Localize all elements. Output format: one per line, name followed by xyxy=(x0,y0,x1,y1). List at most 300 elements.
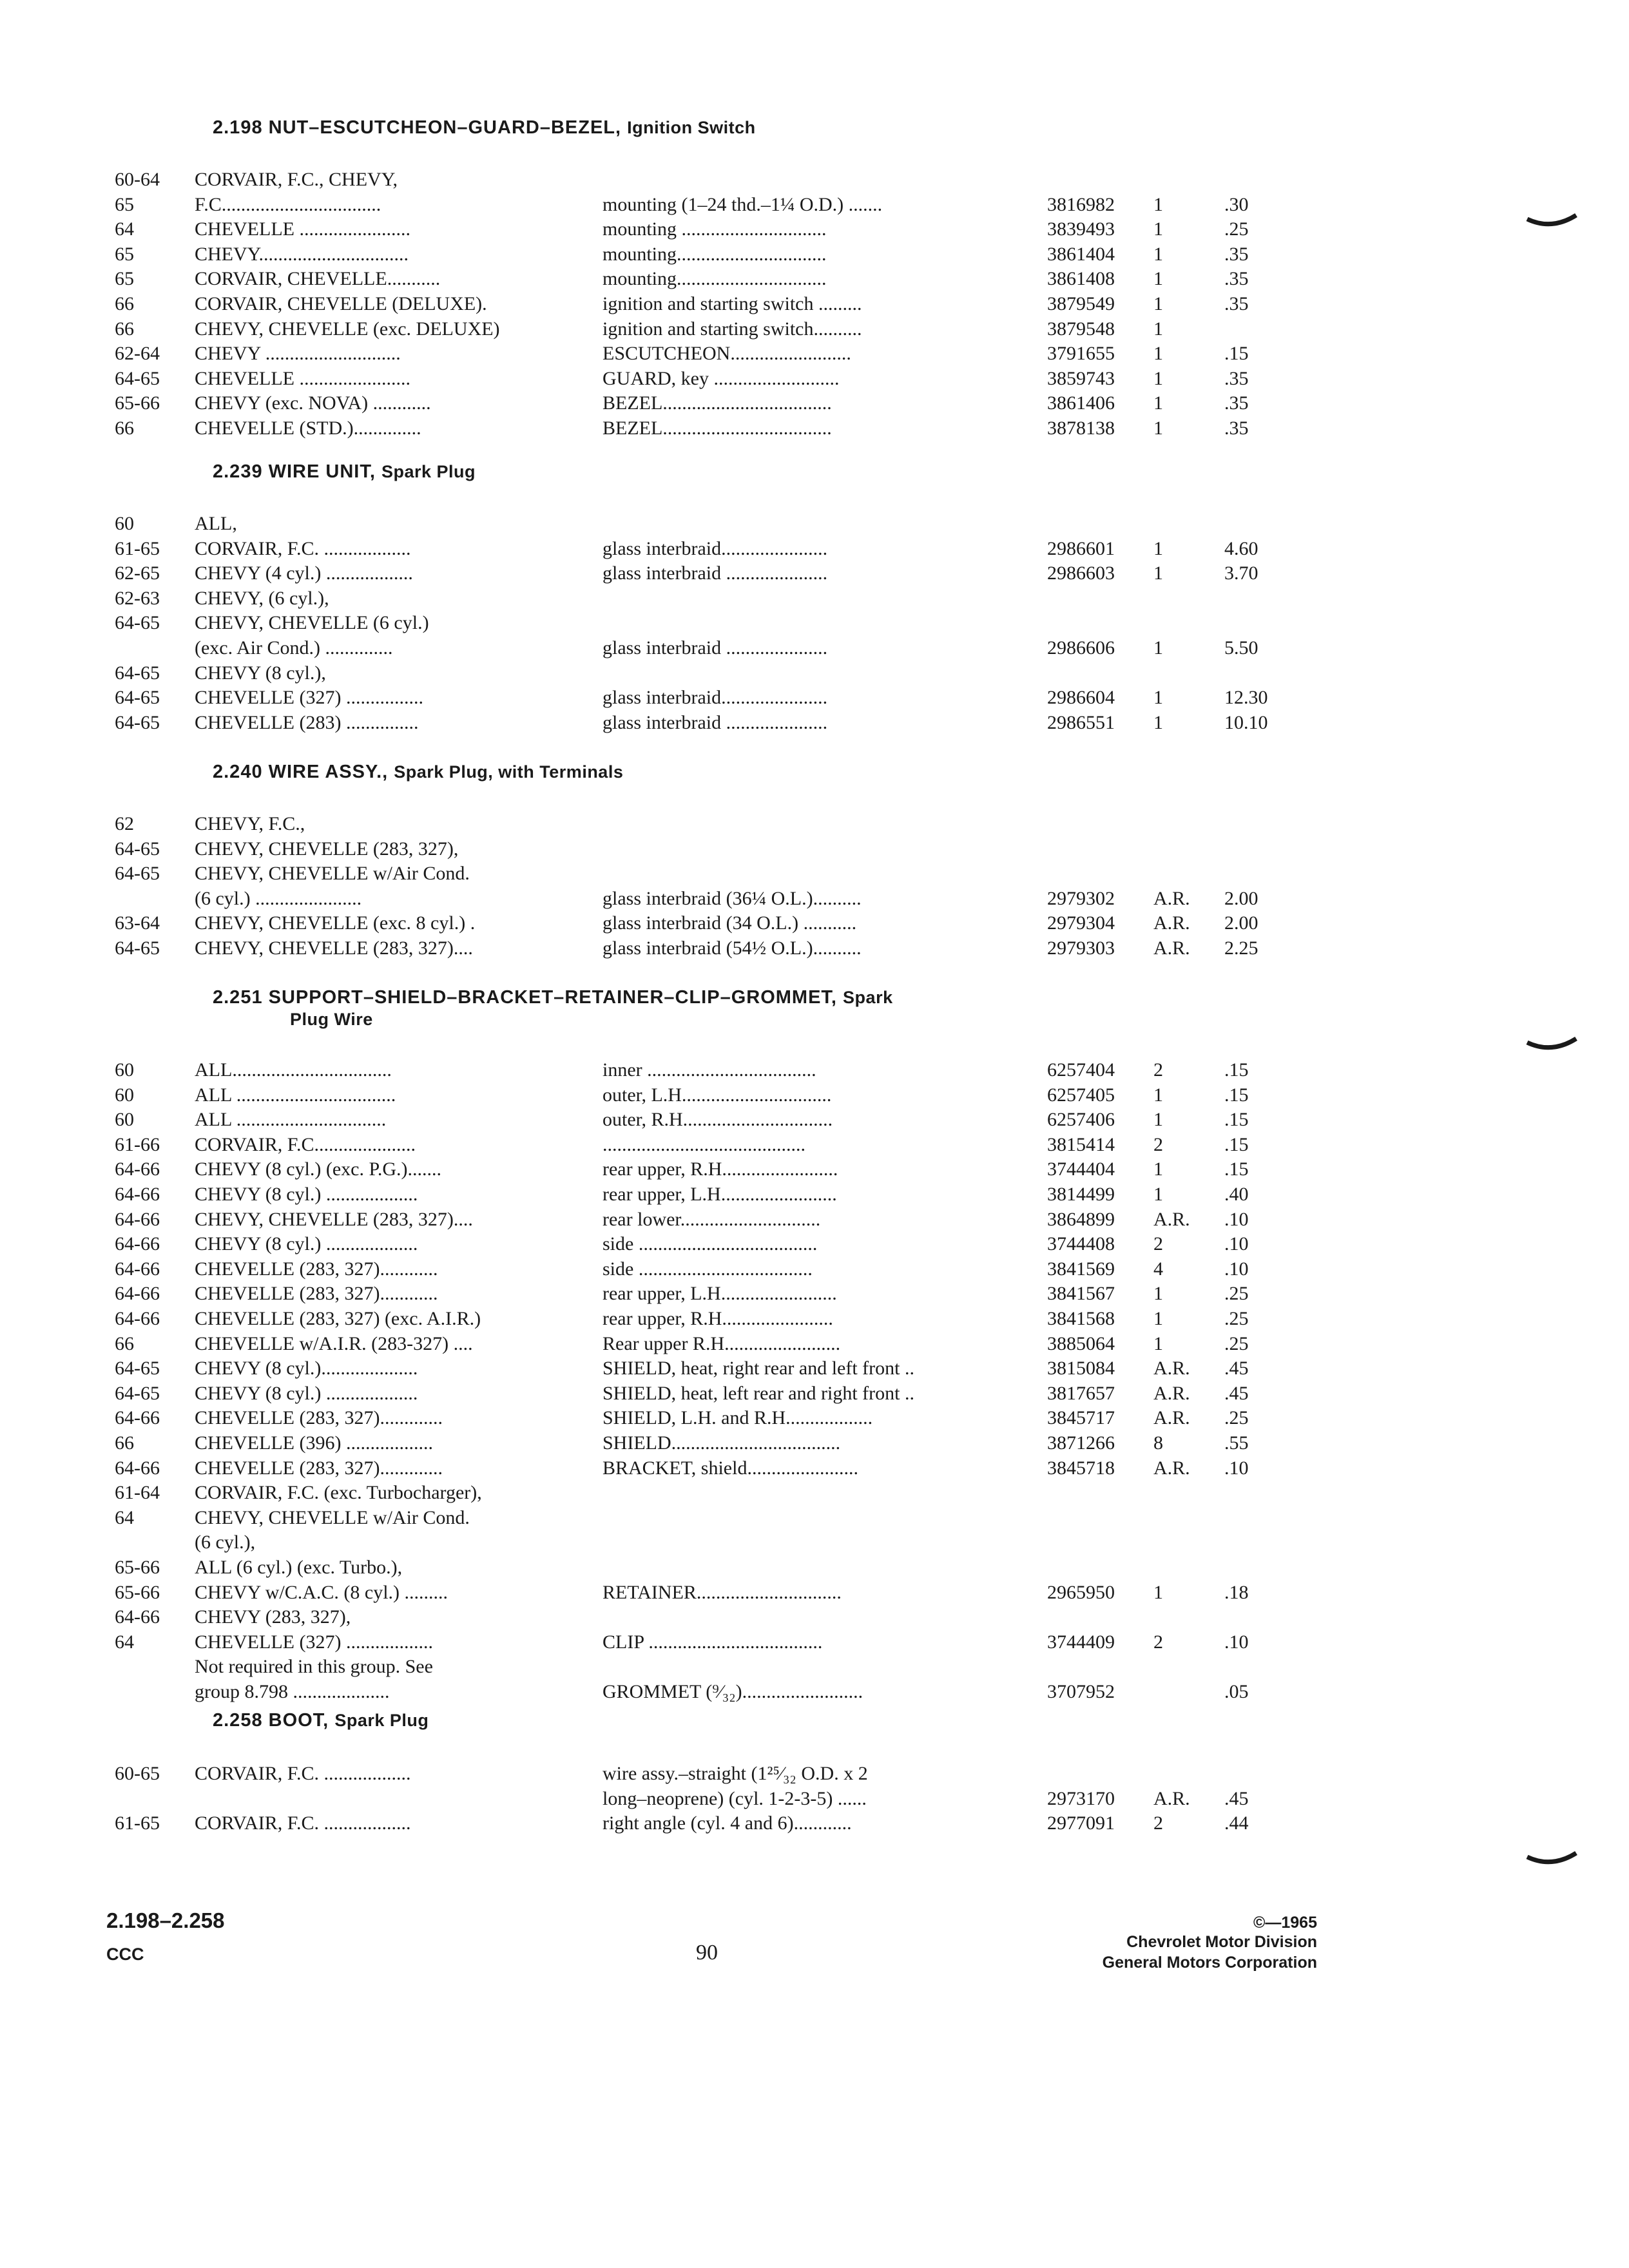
table-row xyxy=(0,1134,1629,1158)
description-cell: rear upper, L.H........................ xyxy=(602,1184,837,1205)
table-row xyxy=(0,1358,1629,1382)
description-cell: ignition and starting switch ......... xyxy=(602,293,862,314)
model-cell: CORVAIR, CHEVELLE (DELUXE). xyxy=(195,293,487,314)
table-row xyxy=(0,418,1629,442)
part-number-cell: 3744408 xyxy=(1047,1233,1115,1255)
section-subtitle: Spark xyxy=(843,988,893,1007)
table-row xyxy=(0,293,1629,318)
year-cell: 64-65 xyxy=(115,838,160,860)
model-cell: CORVAIR, F.C. .................. xyxy=(195,537,411,559)
model-cell: (6 cyl.), xyxy=(195,1532,256,1553)
description-cell: ignition and starting switch.......... xyxy=(602,318,862,340)
year-cell: 65 xyxy=(115,268,134,290)
table-row xyxy=(0,662,1629,687)
table-row xyxy=(0,1582,1629,1606)
year-cell: 64-66 xyxy=(115,1158,160,1180)
quantity-cell: 2 xyxy=(1153,1059,1163,1081)
price-cell: .45 xyxy=(1224,1787,1249,1809)
year-cell: 65-66 xyxy=(115,392,160,414)
description-cell: .......................................... xyxy=(602,1133,805,1155)
year-cell: 64-65 xyxy=(115,367,160,389)
table-row xyxy=(0,343,1629,367)
model-cell: CHEVELLE (283, 327)............ xyxy=(195,1283,438,1305)
model-cell: CHEVY (8 cyl.) ................... xyxy=(195,1233,418,1255)
price-cell: 4.60 xyxy=(1224,537,1258,559)
year-cell: 65 xyxy=(115,243,134,265)
year-cell: 61-64 xyxy=(115,1482,160,1504)
description-cell: mounting............................... xyxy=(602,243,827,265)
model-cell: CHEVY (8 cyl.), xyxy=(195,662,326,684)
description-cell: BRACKET, shield....................... xyxy=(602,1457,858,1479)
section-title: 2.239 WIRE UNIT, xyxy=(213,461,376,482)
year-cell: 64-66 xyxy=(115,1258,160,1280)
model-cell: CHEVELLE (396) .................. xyxy=(195,1432,433,1454)
year-cell: 61-65 xyxy=(115,1812,160,1834)
table-row xyxy=(0,1407,1629,1432)
quantity-cell: 2 xyxy=(1153,1233,1163,1255)
model-cell: ALL ............................... xyxy=(195,1109,387,1131)
section-title: 2.198 NUT–ESCUTCHEON–GUARD–BEZEL, xyxy=(213,117,622,138)
part-number-cell: 3841568 xyxy=(1047,1308,1115,1329)
model-cell: CHEVY, CHEVELLE (283, 327).... xyxy=(195,937,473,959)
price-cell: .25 xyxy=(1224,1308,1249,1329)
model-cell: CORVAIR, F.C..................... xyxy=(195,1133,416,1155)
price-cell: 3.70 xyxy=(1224,562,1258,584)
table-row xyxy=(0,368,1629,392)
part-number-cell: 6257405 xyxy=(1047,1084,1115,1106)
page-number: 90 xyxy=(696,1941,718,1965)
part-number-cell: 3885064 xyxy=(1047,1332,1115,1354)
description-cell: mounting............................... xyxy=(602,268,827,290)
table-row xyxy=(0,244,1629,268)
price-cell: .10 xyxy=(1224,1258,1249,1280)
model-cell: CHEVY (8 cyl.) ................... xyxy=(195,1184,418,1205)
model-cell: CHEVY, F.C., xyxy=(195,813,305,834)
model-cell: CHEVELLE (283) ............... xyxy=(195,711,419,733)
table-row xyxy=(0,1681,1629,1706)
description-cell: glass interbraid...................... xyxy=(602,687,828,709)
quantity-cell: 1 xyxy=(1153,218,1163,240)
quantity-cell: 1 xyxy=(1153,711,1163,733)
part-number-cell: 3878138 xyxy=(1047,418,1115,439)
part-number-cell: 3815414 xyxy=(1047,1133,1115,1155)
quantity-cell: A.R. xyxy=(1153,1382,1190,1404)
part-number-cell: 3861408 xyxy=(1047,268,1115,290)
price-cell: 2.00 xyxy=(1224,887,1258,909)
description-cell: SHIELD, heat, left rear and right front .. xyxy=(602,1382,914,1404)
price-cell: .10 xyxy=(1224,1208,1249,1230)
model-cell: CHEVELLE (STD.).............. xyxy=(195,418,421,439)
section-subtitle: Spark Plug xyxy=(334,1711,429,1730)
price-cell: .44 xyxy=(1224,1812,1249,1834)
quantity-cell: 4 xyxy=(1153,1258,1163,1280)
part-number-cell: 3841569 xyxy=(1047,1258,1115,1280)
price-cell: .15 xyxy=(1224,343,1249,365)
section-subtitle: Ignition Switch xyxy=(627,118,756,137)
table-row xyxy=(0,612,1629,637)
table-row xyxy=(0,1432,1629,1457)
table-row xyxy=(0,838,1629,863)
table-row xyxy=(0,1258,1629,1283)
part-number-cell: 2979302 xyxy=(1047,887,1115,909)
model-cell: CHEVY, CHEVELLE (6 cyl.) xyxy=(195,612,429,634)
section-title: 2.240 WIRE ASSY., xyxy=(213,762,389,782)
year-cell: 61-65 xyxy=(115,537,160,559)
part-number-cell: 3879549 xyxy=(1047,293,1115,314)
footer-corporation: General Motors Corporation xyxy=(1102,1954,1317,1972)
quantity-cell: 1 xyxy=(1153,1109,1163,1131)
price-cell: .15 xyxy=(1224,1059,1249,1081)
year-cell: 64 xyxy=(115,1631,134,1653)
description-cell: CLIP .................................... xyxy=(602,1631,823,1653)
quantity-cell: 1 xyxy=(1153,418,1163,439)
description-cell: glass interbraid (34 O.L.) ........... xyxy=(602,912,857,934)
price-cell: .30 xyxy=(1224,193,1249,215)
price-cell: .35 xyxy=(1224,418,1249,439)
footer-code: CCC xyxy=(106,1945,144,1964)
description-cell: Rear upper R.H........................ xyxy=(602,1332,841,1354)
price-cell: .35 xyxy=(1224,367,1249,389)
year-cell: 60 xyxy=(115,1059,134,1081)
table-row xyxy=(0,1507,1629,1532)
quantity-cell: 2 xyxy=(1153,1812,1163,1834)
year-cell: 64-65 xyxy=(115,1382,160,1404)
quantity-cell: A.R. xyxy=(1153,912,1190,934)
year-cell: 64 xyxy=(115,1506,134,1528)
table-row xyxy=(0,268,1629,293)
model-cell: CHEVY w/C.A.C. (8 cyl.) ......... xyxy=(195,1581,448,1603)
model-cell: CHEVELLE ....................... xyxy=(195,218,410,240)
table-row xyxy=(0,1631,1629,1656)
model-cell: CHEVY, CHEVELLE (exc. 8 cyl.) . xyxy=(195,912,476,934)
model-cell: F.C................................. xyxy=(195,193,381,215)
model-cell: CHEVY, CHEVELLE (283, 327), xyxy=(195,838,459,860)
year-cell: 64-66 xyxy=(115,1407,160,1429)
part-number-cell: 3707952 xyxy=(1047,1681,1115,1702)
description-cell: rear lower............................. xyxy=(602,1208,821,1230)
table-row xyxy=(0,888,1629,912)
quantity-cell: 1 xyxy=(1153,268,1163,290)
description-cell: SHIELD................................... xyxy=(602,1432,841,1454)
description-cell: outer, L.H............................... xyxy=(602,1084,832,1106)
part-number-cell: 2986604 xyxy=(1047,687,1115,709)
table-row xyxy=(0,1656,1629,1680)
price-cell: .35 xyxy=(1224,392,1249,414)
part-number-cell: 2979303 xyxy=(1047,937,1115,959)
price-cell: .25 xyxy=(1224,1407,1249,1429)
price-cell: .10 xyxy=(1224,1457,1249,1479)
quantity-cell: 1 xyxy=(1153,392,1163,414)
table-row xyxy=(0,912,1629,937)
model-cell: CHEVELLE w/A.I.R. (283-327) .... xyxy=(195,1332,473,1354)
table-row xyxy=(0,562,1629,587)
price-cell: .25 xyxy=(1224,218,1249,240)
price-cell: .05 xyxy=(1224,1681,1249,1702)
part-number-cell: 2986551 xyxy=(1047,711,1115,733)
description-cell: BEZEL................................... xyxy=(602,392,832,414)
section-title: 2.258 BOOT, xyxy=(213,1710,329,1731)
table-row xyxy=(0,937,1629,962)
quantity-cell: A.R. xyxy=(1153,887,1190,909)
quantity-cell: 1 xyxy=(1153,537,1163,559)
description-cell: mounting (1–24 thd.–1¼ O.D.) ....... xyxy=(602,193,883,215)
price-cell: .35 xyxy=(1224,268,1249,290)
model-cell: CORVAIR, CHEVELLE........... xyxy=(195,268,441,290)
year-cell: 61-66 xyxy=(115,1133,160,1155)
year-cell: 66 xyxy=(115,293,134,314)
price-cell: .45 xyxy=(1224,1382,1249,1404)
table-row xyxy=(0,1283,1629,1307)
quantity-cell: A.R. xyxy=(1153,937,1190,959)
part-number-cell: 2986601 xyxy=(1047,537,1115,559)
description-cell: outer, R.H............................... xyxy=(602,1109,833,1131)
description-cell: glass interbraid ..................... xyxy=(602,562,828,584)
part-number-cell: 3814499 xyxy=(1047,1184,1115,1205)
quantity-cell: 1 xyxy=(1153,318,1163,340)
table-row xyxy=(0,1763,1629,1787)
table-row xyxy=(0,1532,1629,1556)
year-cell: 64 xyxy=(115,218,134,240)
description-cell: rear upper, L.H........................ xyxy=(602,1283,837,1305)
price-cell: 2.00 xyxy=(1224,912,1258,934)
price-cell: .35 xyxy=(1224,243,1249,265)
table-row xyxy=(0,813,1629,838)
quantity-cell: 1 xyxy=(1153,367,1163,389)
model-cell: ALL ................................. xyxy=(195,1084,396,1106)
section-heading xyxy=(213,461,476,483)
quantity-cell: A.R. xyxy=(1153,1208,1190,1230)
section-subtitle-continued: Plug Wire xyxy=(290,1010,373,1029)
model-cell: CHEVY (exc. NOVA) ............ xyxy=(195,392,431,414)
price-cell: .35 xyxy=(1224,293,1249,314)
model-cell: CHEVELLE (327) ................ xyxy=(195,687,423,709)
part-number-cell: 3871266 xyxy=(1047,1432,1115,1454)
model-cell: CHEVELLE (283, 327) (exc. A.I.R.) xyxy=(195,1308,481,1329)
table-row xyxy=(0,318,1629,343)
price-cell: .18 xyxy=(1224,1581,1249,1603)
part-number-cell: 3845718 xyxy=(1047,1457,1115,1479)
description-cell: GUARD, key .......................... xyxy=(602,367,840,389)
price-cell: .10 xyxy=(1224,1631,1249,1653)
part-number-cell: 2979304 xyxy=(1047,912,1115,934)
description-cell: rear upper, R.H........................ xyxy=(602,1158,838,1180)
table-row xyxy=(0,1158,1629,1183)
price-cell: .15 xyxy=(1224,1133,1249,1155)
part-number-cell: 3744404 xyxy=(1047,1158,1115,1180)
table-row xyxy=(0,1557,1629,1581)
price-cell: .15 xyxy=(1224,1158,1249,1180)
part-number-cell: 6257406 xyxy=(1047,1109,1115,1131)
description-cell: long–neoprene) (cyl. 1-2-3-5) ...... xyxy=(602,1787,867,1809)
model-cell: CORVAIR, F.C., CHEVY, xyxy=(195,169,398,190)
part-number-cell: 6257404 xyxy=(1047,1059,1115,1081)
part-number-cell: 3744409 xyxy=(1047,1631,1115,1653)
model-cell: CHEVELLE (283, 327)............. xyxy=(195,1457,443,1479)
part-number-cell: 3879548 xyxy=(1047,318,1115,340)
section-heading xyxy=(213,987,893,1030)
price-cell: 12.30 xyxy=(1224,687,1268,709)
model-cell: ALL................................. xyxy=(195,1059,392,1081)
year-cell: 60 xyxy=(115,1109,134,1131)
part-number-cell: 3845717 xyxy=(1047,1407,1115,1429)
description-cell: glass interbraid ..................... xyxy=(602,637,828,658)
year-cell: 60 xyxy=(115,1084,134,1106)
price-cell: .10 xyxy=(1224,1233,1249,1255)
table-row xyxy=(0,1209,1629,1233)
footer-group-range: 2.198–2.258 xyxy=(106,1908,225,1932)
year-cell: 64-66 xyxy=(115,1308,160,1329)
year-cell: 62 xyxy=(115,813,134,834)
model-cell: CORVAIR, F.C. .................. xyxy=(195,1812,411,1834)
year-cell: 66 xyxy=(115,1432,134,1454)
model-cell: CHEVY (8 cyl.) (exc. P.G.)....... xyxy=(195,1158,441,1180)
description-cell: ESCUTCHEON......................... xyxy=(602,343,851,365)
model-cell: CHEVELLE ....................... xyxy=(195,367,410,389)
price-cell: .25 xyxy=(1224,1283,1249,1305)
description-cell: BEZEL................................... xyxy=(602,418,832,439)
description-cell: right angle (cyl. 4 and 6)............ xyxy=(602,1812,852,1834)
year-cell: 66 xyxy=(115,1332,134,1354)
part-number-cell: 3791655 xyxy=(1047,343,1115,365)
year-cell: 64-66 xyxy=(115,1283,160,1305)
table-row xyxy=(0,1233,1629,1258)
description-cell: side .................................... xyxy=(602,1258,813,1280)
part-number-cell: 2986603 xyxy=(1047,562,1115,584)
model-cell: CHEVY ............................ xyxy=(195,343,401,365)
quantity-cell: 1 xyxy=(1153,1283,1163,1305)
part-number-cell: 2973170 xyxy=(1047,1787,1115,1809)
description-cell: glass interbraid (36¼ O.L.).......... xyxy=(602,887,862,909)
year-cell: 60-64 xyxy=(115,169,160,190)
scan-mark-icon xyxy=(1526,1036,1577,1055)
description-cell: SHIELD, L.H. and R.H.................. xyxy=(602,1407,873,1429)
model-cell: CHEVY, CHEVELLE w/Air Cond. xyxy=(195,1506,470,1528)
quantity-cell: 1 xyxy=(1153,193,1163,215)
description-cell: side ..................................... xyxy=(602,1233,818,1255)
part-number-cell: 2977091 xyxy=(1047,1812,1115,1834)
model-cell: CHEVY (8 cyl.) ................... xyxy=(195,1382,418,1404)
table-row xyxy=(0,169,1629,193)
year-cell: 64-66 xyxy=(115,1208,160,1230)
table-row xyxy=(0,1812,1629,1837)
table-row xyxy=(0,1308,1629,1332)
model-cell: CHEVELLE (327) .................. xyxy=(195,1631,433,1653)
description-cell: inner ................................... xyxy=(602,1059,816,1081)
table-row xyxy=(0,1059,1629,1084)
table-row xyxy=(0,637,1629,662)
scan-mark-icon xyxy=(1526,1850,1577,1870)
section-heading xyxy=(213,117,756,139)
year-cell: 64-65 xyxy=(115,687,160,709)
year-cell: 62-63 xyxy=(115,587,160,609)
quantity-cell: 1 xyxy=(1153,1184,1163,1205)
part-number-cell: 3861406 xyxy=(1047,392,1115,414)
section-title: 2.251 SUPPORT–SHIELD–BRACKET–RETAINER–CLIP–GROMMET, xyxy=(213,987,837,1008)
quantity-cell: 1 xyxy=(1153,1084,1163,1106)
table-row xyxy=(0,1788,1629,1812)
model-cell: CHEVELLE (283, 327)............ xyxy=(195,1258,438,1280)
year-cell: 64-65 xyxy=(115,937,160,959)
table-row xyxy=(0,1184,1629,1208)
table-row xyxy=(0,538,1629,562)
quantity-cell: 2 xyxy=(1153,1631,1163,1653)
year-cell: 64-65 xyxy=(115,863,160,885)
price-cell: .40 xyxy=(1224,1184,1249,1205)
year-cell: 64-66 xyxy=(115,1606,160,1628)
table-row xyxy=(0,1482,1629,1506)
model-cell: (6 cyl.) ...................... xyxy=(195,887,362,909)
section-subtitle: Spark Plug, with Terminals xyxy=(394,762,624,782)
part-number-cell: 3859743 xyxy=(1047,367,1115,389)
table-row xyxy=(0,712,1629,736)
description-cell: glass interbraid ..................... xyxy=(602,711,828,733)
table-row xyxy=(0,1109,1629,1133)
part-number-cell: 2986606 xyxy=(1047,637,1115,658)
footer-division: Chevrolet Motor Division xyxy=(1126,1933,1317,1951)
model-cell: CORVAIR, F.C. (exc. Turbocharger), xyxy=(195,1482,482,1504)
quantity-cell: 8 xyxy=(1153,1432,1163,1454)
table-row xyxy=(0,1383,1629,1407)
table-row xyxy=(0,1084,1629,1109)
part-number-cell: 3817657 xyxy=(1047,1382,1115,1404)
table-row xyxy=(0,194,1629,218)
description-cell: mounting .............................. xyxy=(602,218,827,240)
model-cell: ALL (6 cyl.) (exc. Turbo.), xyxy=(195,1557,403,1578)
model-cell: group 8.798 .................... xyxy=(195,1681,390,1702)
model-cell: (exc. Air Cond.) .............. xyxy=(195,637,393,658)
year-cell: 64-66 xyxy=(115,1457,160,1479)
year-cell: 64-65 xyxy=(115,1358,160,1379)
price-cell: .15 xyxy=(1224,1084,1249,1106)
model-cell: CHEVY, CHEVELLE (exc. DELUXE) xyxy=(195,318,500,340)
model-cell: ALL, xyxy=(195,513,237,534)
table-row xyxy=(0,218,1629,243)
model-cell: CHEVY, CHEVELLE w/Air Cond. xyxy=(195,863,470,885)
model-cell: CHEVY (283, 327), xyxy=(195,1606,351,1628)
quantity-cell: A.R. xyxy=(1153,1787,1190,1809)
section-heading xyxy=(213,762,623,783)
quantity-cell: A.R. xyxy=(1153,1358,1190,1379)
quantity-cell: 1 xyxy=(1153,1332,1163,1354)
quantity-cell: 1 xyxy=(1153,293,1163,314)
quantity-cell: A.R. xyxy=(1153,1457,1190,1479)
price-cell: .45 xyxy=(1224,1358,1249,1379)
year-cell: 62-65 xyxy=(115,562,160,584)
year-cell: 65-66 xyxy=(115,1581,160,1603)
table-row xyxy=(0,1457,1629,1482)
price-cell: .55 xyxy=(1224,1432,1249,1454)
table-row xyxy=(0,1606,1629,1631)
year-cell: 65 xyxy=(115,193,134,215)
section-heading xyxy=(213,1710,429,1731)
model-cell: Not required in this group. See xyxy=(195,1656,433,1678)
model-cell: CHEVY, CHEVELLE (283, 327).... xyxy=(195,1208,473,1230)
model-cell: CHEVELLE (283, 327)............. xyxy=(195,1407,443,1429)
price-cell: .15 xyxy=(1224,1109,1249,1131)
footer-copyright: ©—1965 xyxy=(1253,1914,1317,1932)
description-cell: GROMMET (⁹⁄₃₂)......................... xyxy=(602,1681,863,1702)
description-cell: rear upper, R.H....................... xyxy=(602,1308,833,1329)
table-row xyxy=(0,392,1629,417)
description-cell: glass interbraid (54½ O.L.).......... xyxy=(602,937,862,959)
quantity-cell: 1 xyxy=(1153,687,1163,709)
table-row xyxy=(0,863,1629,887)
year-cell: 60-65 xyxy=(115,1763,160,1784)
model-cell: CHEVY (4 cyl.) .................. xyxy=(195,562,413,584)
scan-mark-icon xyxy=(1526,213,1577,232)
model-cell: CORVAIR, F.C. .................. xyxy=(195,1763,411,1784)
model-cell: CHEVY............................... xyxy=(195,243,409,265)
